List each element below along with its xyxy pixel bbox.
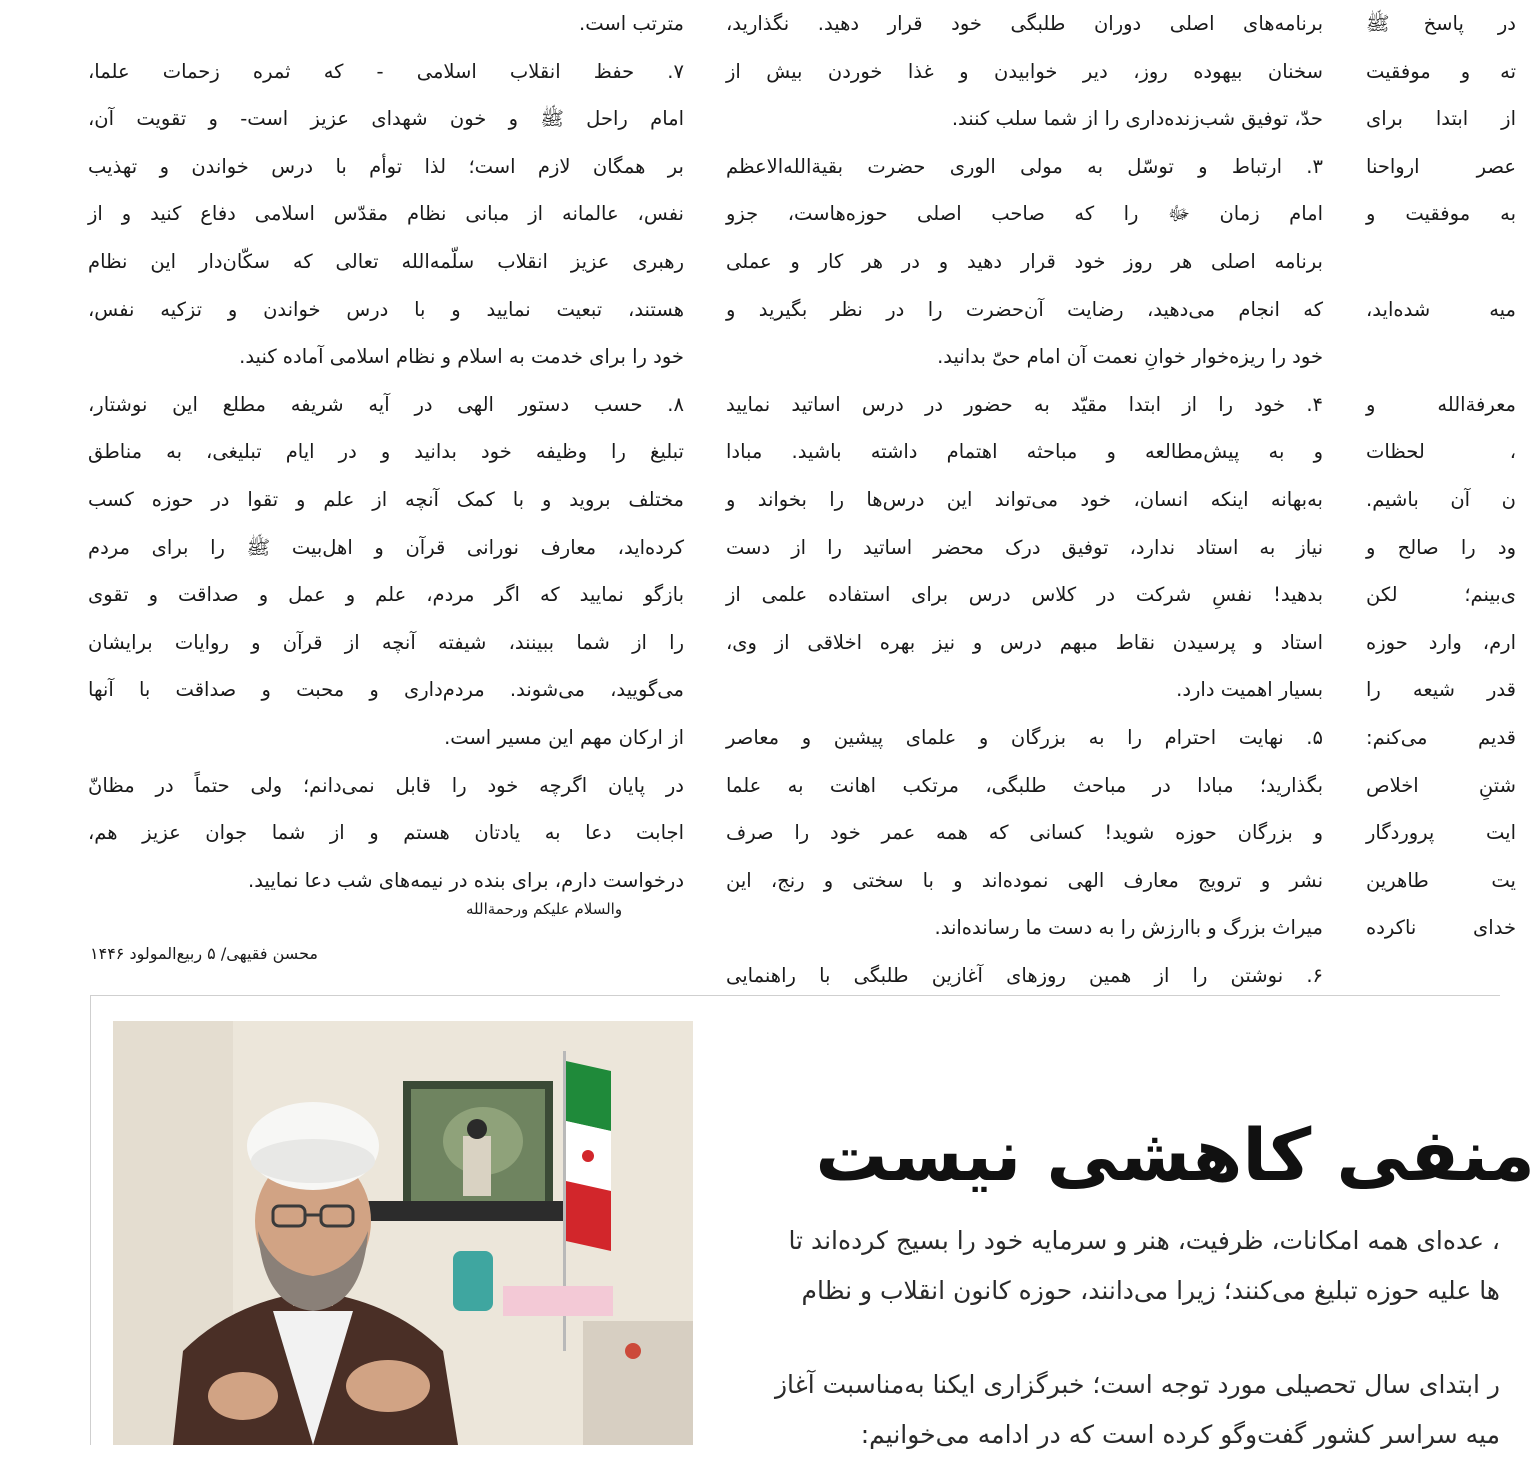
text-line: کرده‌اید، معارف نورانی قرآن و اهل‌بیت ﷺ را برای مردم [88, 535, 684, 559]
text-line: مختلف بروید و با کمک آنچه از علم و تقوا در حوزه کسب [88, 487, 684, 511]
text-line: خود را برای خدمت به اسلام و نظام اسلامی آماده کنید. [239, 345, 684, 369]
text-line: نفس، عالمانه از مبانی نظام مقدّس اسلامی دفاع کنید و از [88, 202, 684, 226]
text-line: از ابتدا برای [1366, 107, 1516, 131]
text-line [1366, 333, 1516, 381]
text-line: قدیم می‌کنم: [1366, 725, 1516, 749]
text-line: از ارکان مهم این مسیر است. [444, 725, 684, 749]
text-line: ود را صالح و [1366, 535, 1516, 559]
lead-1-line-1: ، عده‌ای همه امکانات، ظرفیت، هنر و سرمایه خود را بسیج کرده‌اند تا [788, 1226, 1500, 1255]
text-line: نیاز به استاد ندارد، توفیق درک محضر اساتید را از دست [726, 535, 1323, 559]
text-line: بدهید! نفسِ شرکت در کلاس درس برای استفاده علمی از [726, 583, 1323, 607]
article-left-column [88, 0, 684, 904]
text-line: که انجام می‌دهید، رضایت آن‌حضرت را در نظر بگیرید و [726, 297, 1323, 321]
text-line: ی‌بینم؛ لکن [1366, 583, 1516, 607]
text-line: حدّ، توفیق شب‌زنده‌داری را از شما سلب کنند. [951, 107, 1323, 131]
text-line: بر همگان لازم است؛ لذا توأم با درس خواندن و تهذیب [88, 154, 684, 178]
lead-2-line-1: ر ابتدای سال تحصیلی مورد توجه است؛ خبرگزاری ایکنا به‌مناسبت آغاز [774, 1370, 1500, 1399]
text-line: امام زمان ﷻ را که صاحب اصلی حوزه‌هاست، جزو [726, 202, 1323, 226]
text-line: ، لحظات [1366, 440, 1516, 464]
article-middle-column [726, 0, 1323, 999]
text-line: و بزرگان حوزه شوید! کسانی که همه عمر خود را صرف [726, 821, 1323, 845]
text-line: به‌بهانه اینکه انسان، خود می‌تواند این درس‌ها را بخواند و [726, 487, 1323, 511]
text-line: ارم، وارد حوزه [1366, 630, 1516, 654]
lead-2-line-2: میه سراسر کشور گفت‌وگو کرده است که در ادامه می‌خوانیم: [860, 1420, 1500, 1449]
text-line: یت طاهرین [1366, 868, 1516, 892]
text-line: ۶. نوشتن را از همین روزهای آغازین طلبگی با راهنمایی [726, 963, 1323, 987]
text-line: ۸. حسب دستور الهی در آیه شریفه مطلع این نوشتار، [88, 392, 684, 416]
text-line: برنامه‌های اصلی دوران طلبگی خود قرار دهید. نگذارید، [726, 12, 1323, 35]
lead-1-line-2: ها علیه حوزه تبلیغ می‌کنند؛ زیرا می‌دانند، حوزه کانون انقلاب و نظام [801, 1276, 1500, 1305]
text-line: سخنان بیهوده روز، دیر خوابیدن و غذا خوردن بیش از [726, 59, 1323, 83]
text-line: هستند، تبعیت نمایید و با درس خواندن و تزکیه نفس، [88, 297, 684, 321]
text-line: مترتب است. [579, 12, 684, 35]
interview-photo [113, 1021, 693, 1445]
text-line: بازگو نمایید که اگر مردم، علم و عمل و صداقت و تقوی [88, 583, 684, 607]
text-line: خدای ناکرده [1366, 916, 1516, 940]
text-line: می‌گویید، می‌شوند. مردم‌داری و محبت و صداقت با آنها [88, 678, 684, 702]
text-line: درخواست دارم، برای بنده در نیمه‌های شب دعا نمایید. [248, 868, 684, 892]
text-line: و به پیش‌مطالعه و مباحثه اهتمام داشته باشید. مبادا [726, 440, 1323, 464]
text-line: معرفةالله و [1366, 392, 1516, 416]
section-divider-vertical [90, 995, 91, 1445]
bottom-article-lead-1 [740, 1216, 1500, 1316]
text-line: تبلیغ را وظیفه خود بدانید و در ایام تبلیغی، به مناطق [88, 440, 684, 464]
text-line: شتنِ اخلاص [1366, 773, 1516, 797]
text-line: به موفقیت و [1366, 202, 1516, 226]
text-line: ۳. ارتباط و توسّل به مولی الوری حضرت بقیةالله‌الاعظم [726, 154, 1323, 178]
cleric-portrait-illustration [113, 1021, 693, 1445]
bottom-article-lead-2 [740, 1360, 1500, 1460]
text-line: ۷. حفظ انقلاب اسلامی - که ثمره زحمات علما، [88, 59, 684, 83]
text-line: ایت پروردگار [1366, 821, 1516, 845]
text-line: ۴. خود را از ابتدا مقیّد به حضور در درس اساتید نمایید [726, 392, 1323, 416]
text-line: استاد و پرسیدن نقاط مبهم درس و نیز بهره اخلاقی از وی، [726, 630, 1323, 654]
text-line: را از شما ببینند، شیفته آنچه از قرآن و روایات برایشان [88, 630, 684, 654]
text-line: در پایان اگرچه خود را قابل نمی‌دانم؛ ولی حتماً در مظانّ [88, 773, 684, 797]
section-divider-horizontal [90, 995, 1500, 996]
text-line: رهبری عزیز انقلاب سلّمه‌الله تعالی که سکّان‌دار این نظام [88, 249, 684, 273]
text-line: بسیار اهمیت دارد. [1176, 678, 1323, 702]
text-line: ۵. نهایت احترام را به بزرگان و علمای پیشین و معاصر [726, 725, 1323, 749]
text-line: عصر ارواحنا [1366, 154, 1516, 178]
text-line: اجابت دعا به یادتان هستم و از شما جوان عزیز هم، [88, 821, 684, 845]
text-line: خود را ریزه‌خوار خوانِ نعمت آن امام حیّ بدانید. [937, 345, 1323, 369]
text-line: امام راحل ﷺ و خون شهدای عزیز است- و تقویت آن، [88, 107, 684, 131]
text-line: برنامه اصلی هر روز خود قرار دهید و در هر کار و عملی [726, 249, 1323, 273]
text-line: میه شده‌اید، [1366, 297, 1516, 321]
bottom-article-headline: منفی کاهشی نیست [815, 1113, 1535, 1197]
author-signature: محسن فقیهی/ ۵ ربیع‌المولود ۱۴۴۶ [90, 944, 318, 963]
text-line: ته و موفقیت [1366, 59, 1516, 83]
article-right-fragment [1366, 0, 1516, 952]
text-line: در پاسخ ﷺ [1366, 12, 1516, 35]
text-line: ن آن باشیم. [1366, 487, 1516, 511]
text-line [1366, 238, 1516, 286]
text-line: بگذارید؛ مبادا در مباحث طلبگی، مرتکب اهانت به علما [726, 773, 1323, 797]
text-line: میراث بزرگ و باارزش را به دست ما رسانده‌اند. [934, 916, 1323, 940]
text-line: قدر شیعه را [1366, 678, 1516, 702]
closing-salutation: والسلام علیکم ورحمةالله [466, 900, 623, 918]
text-line: نشر و ترویج معارف الهی نموده‌اند و با سختی و رنج، این [726, 868, 1323, 892]
